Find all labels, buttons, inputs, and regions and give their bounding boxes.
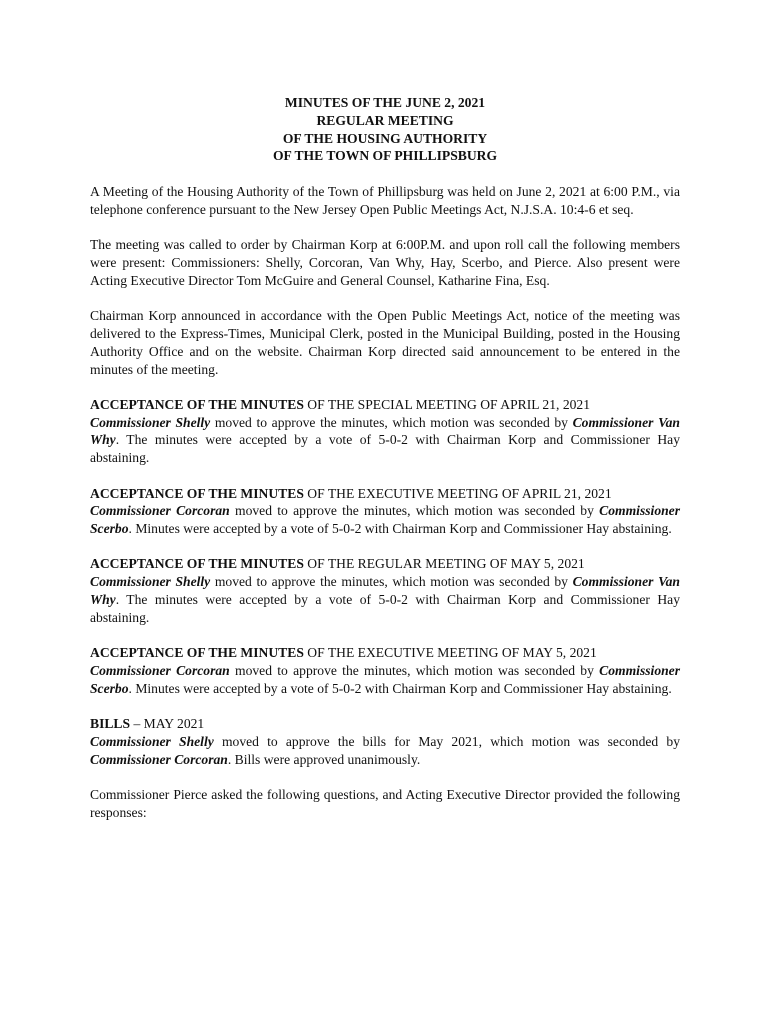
title-line: REGULAR MEETING (316, 112, 454, 128)
motion-text: moved to approve the minutes, which motion was seconded by (229, 662, 600, 678)
document-page (90, 94, 680, 839)
section-body (90, 662, 680, 698)
section-heading (90, 555, 680, 573)
seconder-name: Commissioner Van Why (90, 414, 680, 448)
section-heading-bold: ACCEPTANCE OF THE MINUTES (90, 645, 304, 661)
result-text: . Minutes were accepted by a vote of 5-0-2 with Chairman Korp and Commissioner Hay abstaining. (128, 521, 672, 537)
roll-call-paragraph: The meeting was called to order by Chairman Korp at 6:00P.M. and upon roll call the following members were present: Commissioners: Shelly, Corcoran, Van Why, Hay, Scerbo, and Pierce. Also present were Acting Executive Director Tom McGuire and General Counsel, Katharine Fina, Esq. (90, 237, 680, 288)
section-body (90, 573, 680, 626)
minutes-section-executive-may (90, 644, 680, 697)
section-heading-bold: ACCEPTANCE OF THE MINUTES (90, 396, 304, 412)
section-heading-bold: ACCEPTANCE OF THE MINUTES (90, 485, 304, 501)
section-heading (90, 644, 680, 662)
result-text: . The minutes were accepted by a vote of 5-0-2 with Chairman Korp and Commissioner Hay abstaining. (90, 432, 680, 466)
seconder-name: Commissioner Scerbo (90, 503, 680, 537)
section-heading (90, 485, 680, 503)
mover-name: Commissioner Shelly (90, 733, 214, 749)
document-title (90, 94, 680, 165)
seconder-name: Commissioner Scerbo (90, 662, 680, 696)
section-heading-rest: OF THE EXECUTIVE MEETING OF MAY 5, 2021 (303, 645, 597, 661)
section-heading-rest: OF THE REGULAR MEETING OF MAY 5, 2021 (303, 556, 585, 572)
intro-paragraph: A Meeting of the Housing Authority of the Town of Phillipsburg was held on June 2, 2021 at 6:00 P.M., via telephone conference pursuant to the New Jersey Open Public Meetings Act, N.J.S.A. 10:4-6 et seq. (90, 184, 680, 217)
mover-name: Commissioner Corcoran (90, 662, 230, 678)
motion-text: moved to approve the minutes, which motion was seconded by (210, 574, 573, 590)
seconder-name: Commissioner Corcoran (90, 751, 228, 767)
mover-name: Commissioner Shelly (90, 574, 211, 590)
section-heading (90, 396, 680, 414)
result-text: . Minutes were accepted by a vote of 5-0-2 with Chairman Korp and Commissioner Hay abstaining. (128, 680, 672, 696)
section-heading-rest: – MAY 2021 (130, 716, 205, 732)
section-heading (90, 715, 680, 733)
mover-name: Commissioner Shelly (90, 414, 211, 430)
section-heading-rest: OF THE SPECIAL MEETING OF APRIL 21, 2021 (303, 396, 591, 412)
minutes-section-special-april (90, 396, 680, 467)
section-body (90, 502, 680, 538)
bills-section (90, 715, 680, 768)
result-text: . The minutes were accepted by a vote of 5-0-2 with Chairman Korp and Commissioner Hay abstaining. (90, 592, 680, 625)
motion-text: moved to approve the minutes, which motion was seconded by (229, 503, 600, 519)
seconder-name: Commissioner Van Why (90, 574, 680, 608)
closing-paragraph: Commissioner Pierce asked the following questions, and Acting Executive Director provided the following responses: (90, 786, 680, 820)
section-heading-rest: OF THE EXECUTIVE MEETING OF APRIL 21, 2021 (303, 485, 612, 501)
result-text: . Bills were approved unanimously. (227, 751, 421, 767)
minutes-section-executive-april (90, 485, 680, 538)
section-heading-bold: BILLS (90, 716, 131, 732)
minutes-section-regular-may (90, 555, 680, 626)
title-line: OF THE TOWN OF PHILLIPSBURG (272, 148, 498, 164)
section-body (90, 733, 680, 769)
announcement-paragraph: Chairman Korp announced in accordance with the Open Public Meetings Act, notice of the meeting was delivered to the Express-Times, Municipal Clerk, posted in the Municipal Building, posted in the Housing Authority Office and on the website. Chairman Korp directed said announcement to be entered in the minutes of the meeting. (90, 308, 680, 377)
motion-text: moved to approve the bills for May 2021, which motion was seconded by (213, 733, 681, 749)
title-line: MINUTES OF THE JUNE 2, 2021 (284, 95, 486, 110)
mover-name: Commissioner Corcoran (90, 503, 230, 519)
motion-text: moved to approve the minutes, which motion was seconded by (210, 414, 573, 430)
section-heading-bold: ACCEPTANCE OF THE MINUTES (90, 556, 304, 572)
section-body (90, 414, 680, 467)
title-line: OF THE HOUSING AUTHORITY (282, 130, 488, 146)
